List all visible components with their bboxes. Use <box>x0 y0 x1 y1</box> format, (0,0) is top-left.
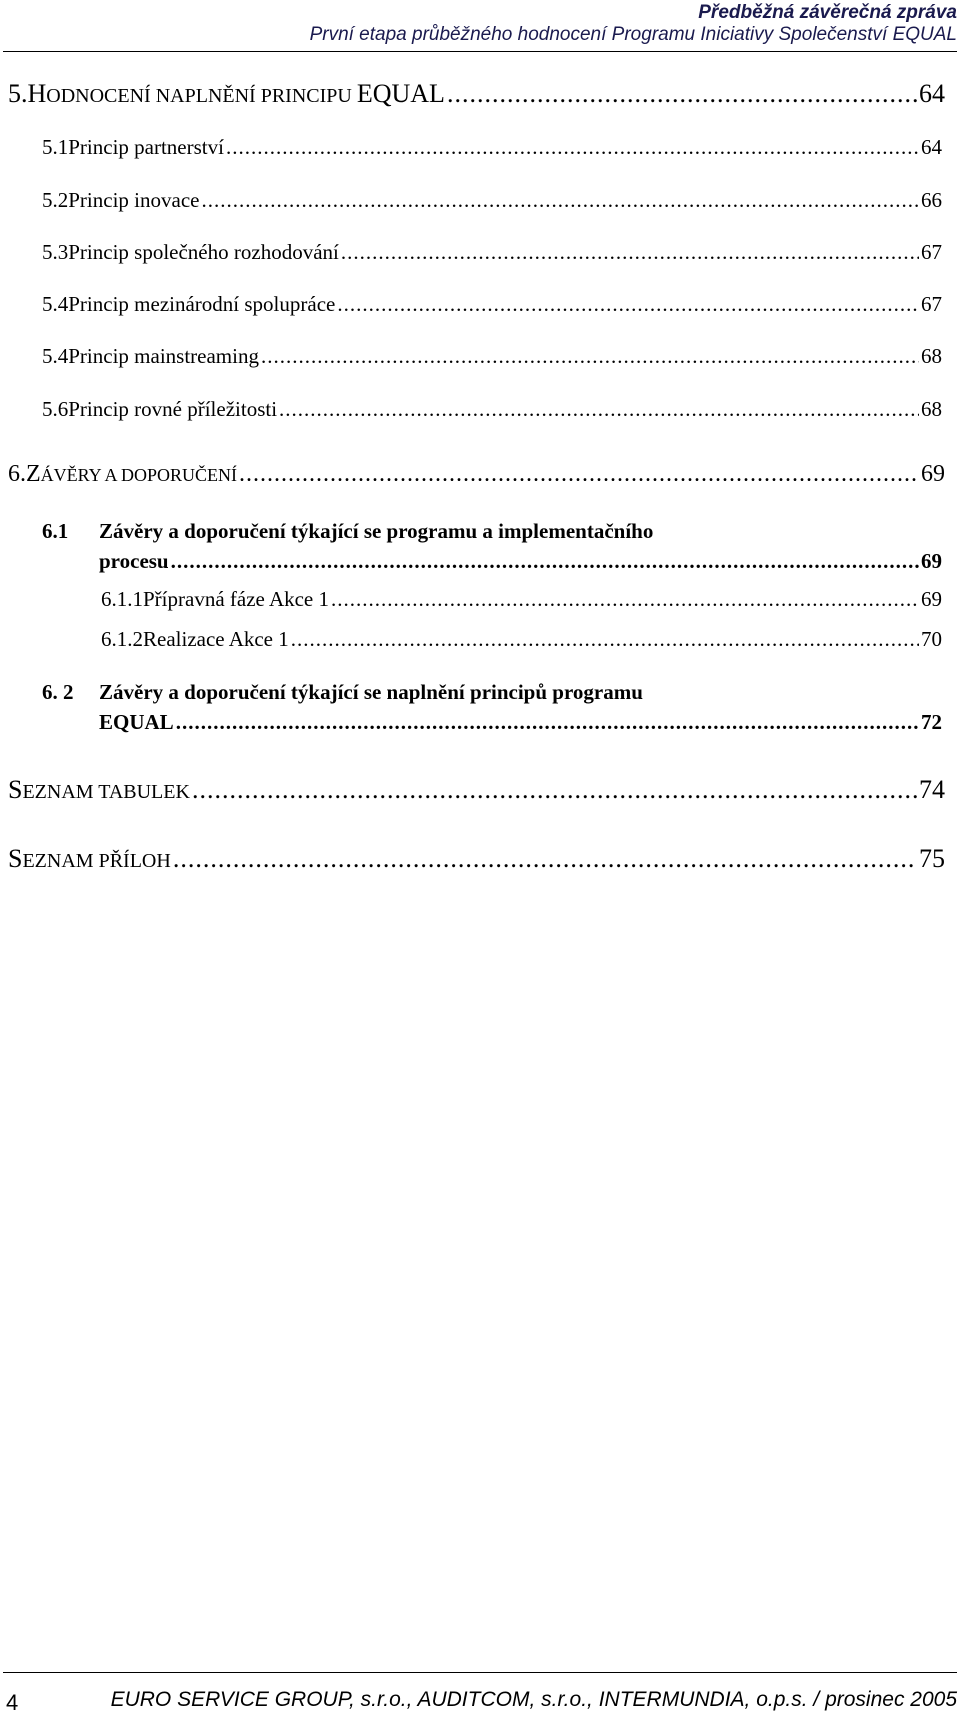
toc-page: 64 <box>921 135 942 159</box>
toc-page: 69 <box>921 549 942 573</box>
toc-number: 5.2 <box>42 188 69 212</box>
toc-leader-dots <box>447 79 917 109</box>
toc-leader-dots <box>331 587 919 612</box>
toc-leader-dots <box>261 344 919 369</box>
toc-leader-dots <box>337 292 919 317</box>
toc-leader-dots <box>226 135 919 160</box>
toc-title: EQUAL <box>99 710 174 734</box>
toc-title: Závěry a doporučení týkající se programu a implementačního <box>99 519 654 543</box>
toc-leader-dots <box>171 549 919 574</box>
toc-title: Realizace Akce 1 <box>143 627 289 651</box>
toc-entry-seznam-priloh[interactable] <box>8 844 945 874</box>
toc-entry-5-4b[interactable] <box>42 344 942 369</box>
toc-title: HODNOCENÍ NAPLNĚNÍ PRINCIPU EQUAL <box>27 79 445 108</box>
toc-title: Závěry a doporučení týkající se naplnění principů programu <box>99 680 643 704</box>
toc-entry-5[interactable] <box>8 79 945 109</box>
toc-title: SEZNAM TABULEK <box>8 775 190 804</box>
toc-leader-dots <box>239 461 919 488</box>
toc-page: 75 <box>919 844 945 873</box>
toc-number: 5.4 <box>42 292 69 316</box>
toc-leader-dots <box>173 844 917 874</box>
toc-number: 5.3 <box>42 240 69 264</box>
toc-number: 5.6 <box>42 397 69 421</box>
header-rule <box>3 51 957 52</box>
toc-entry-6-1-1[interactable] <box>101 587 942 612</box>
toc-page: 72 <box>921 710 942 734</box>
toc-entry-6-1-2[interactable] <box>101 627 942 652</box>
toc-title: Přípravná fáze Akce 1 <box>143 587 329 611</box>
toc-page: 66 <box>921 188 942 212</box>
report-subtitle: První etapa průběžného hodnocení Programu Iniciativy Společenství EQUAL <box>309 24 957 45</box>
toc-title: SEZNAM PŘÍLOH <box>8 844 171 873</box>
toc-leader-dots <box>291 627 919 652</box>
toc-leader-dots <box>201 188 919 213</box>
footer-rule <box>3 1672 957 1673</box>
toc-entry-6-2-line1[interactable] <box>42 680 643 705</box>
toc-leader-dots <box>176 710 919 735</box>
toc-title: Princip mainstreaming <box>68 344 259 368</box>
toc-page: 74 <box>919 775 945 804</box>
toc-leader-dots <box>192 775 917 805</box>
toc-title: Princip společného rozhodování <box>68 240 339 264</box>
toc-title: Princip mezinárodní spolupráce <box>68 292 336 316</box>
toc-leader-dots <box>279 397 919 422</box>
toc-page: 67 <box>921 240 942 264</box>
toc-title: Princip partnerství <box>68 135 224 159</box>
toc-number: 6. <box>8 461 26 487</box>
toc-entry-5-4[interactable] <box>42 292 942 317</box>
toc-number: 6. 2 <box>42 680 74 704</box>
toc-title: Princip inovace <box>68 188 200 212</box>
toc-title: procesu <box>99 549 169 573</box>
toc-entry-5-2[interactable] <box>42 188 942 213</box>
toc-page: 68 <box>921 397 942 421</box>
toc-number: 6.1.2 <box>101 627 143 651</box>
toc-page: 68 <box>921 344 942 368</box>
report-title: Předběžná závěrečná zpráva <box>698 2 957 23</box>
toc-page: 64 <box>919 79 945 108</box>
toc-number: 6.1 <box>42 519 69 543</box>
footer-text: EURO SERVICE GROUP, s.r.o., AUDITCOM, s.r.o., INTERMUNDIA, o.p.s. / prosinec 2005 <box>110 1688 957 1711</box>
toc-number: 5. <box>8 79 28 108</box>
toc-title: Princip rovné příležitosti <box>68 397 278 421</box>
toc-entry-6-2-line2[interactable] <box>99 710 942 735</box>
page-footer <box>0 1670 960 1719</box>
toc-number: 6.1.1 <box>101 587 143 611</box>
toc-number: 5.1 <box>42 135 69 159</box>
toc-entry-5-6[interactable] <box>42 397 942 422</box>
toc-entry-6-1-line2[interactable] <box>99 549 942 574</box>
toc-entry-6[interactable] <box>8 461 945 488</box>
toc-number: 5.4 <box>42 344 69 368</box>
toc-title: ZÁVĚRY A DOPORUČENÍ <box>26 461 238 487</box>
toc-leader-dots <box>341 240 919 265</box>
toc-page: 67 <box>921 292 942 316</box>
toc-page: 70 <box>921 627 942 651</box>
toc-page: 69 <box>921 461 945 487</box>
toc-entry-6-1-line1[interactable] <box>42 519 653 544</box>
toc-entry-5-1[interactable] <box>42 135 942 160</box>
page-number: 4 <box>6 1690 19 1715</box>
page-header <box>0 0 960 54</box>
toc-entry-5-3[interactable] <box>42 240 942 265</box>
toc-page: 69 <box>921 587 942 611</box>
toc-entry-seznam-tabulek[interactable] <box>8 775 945 805</box>
